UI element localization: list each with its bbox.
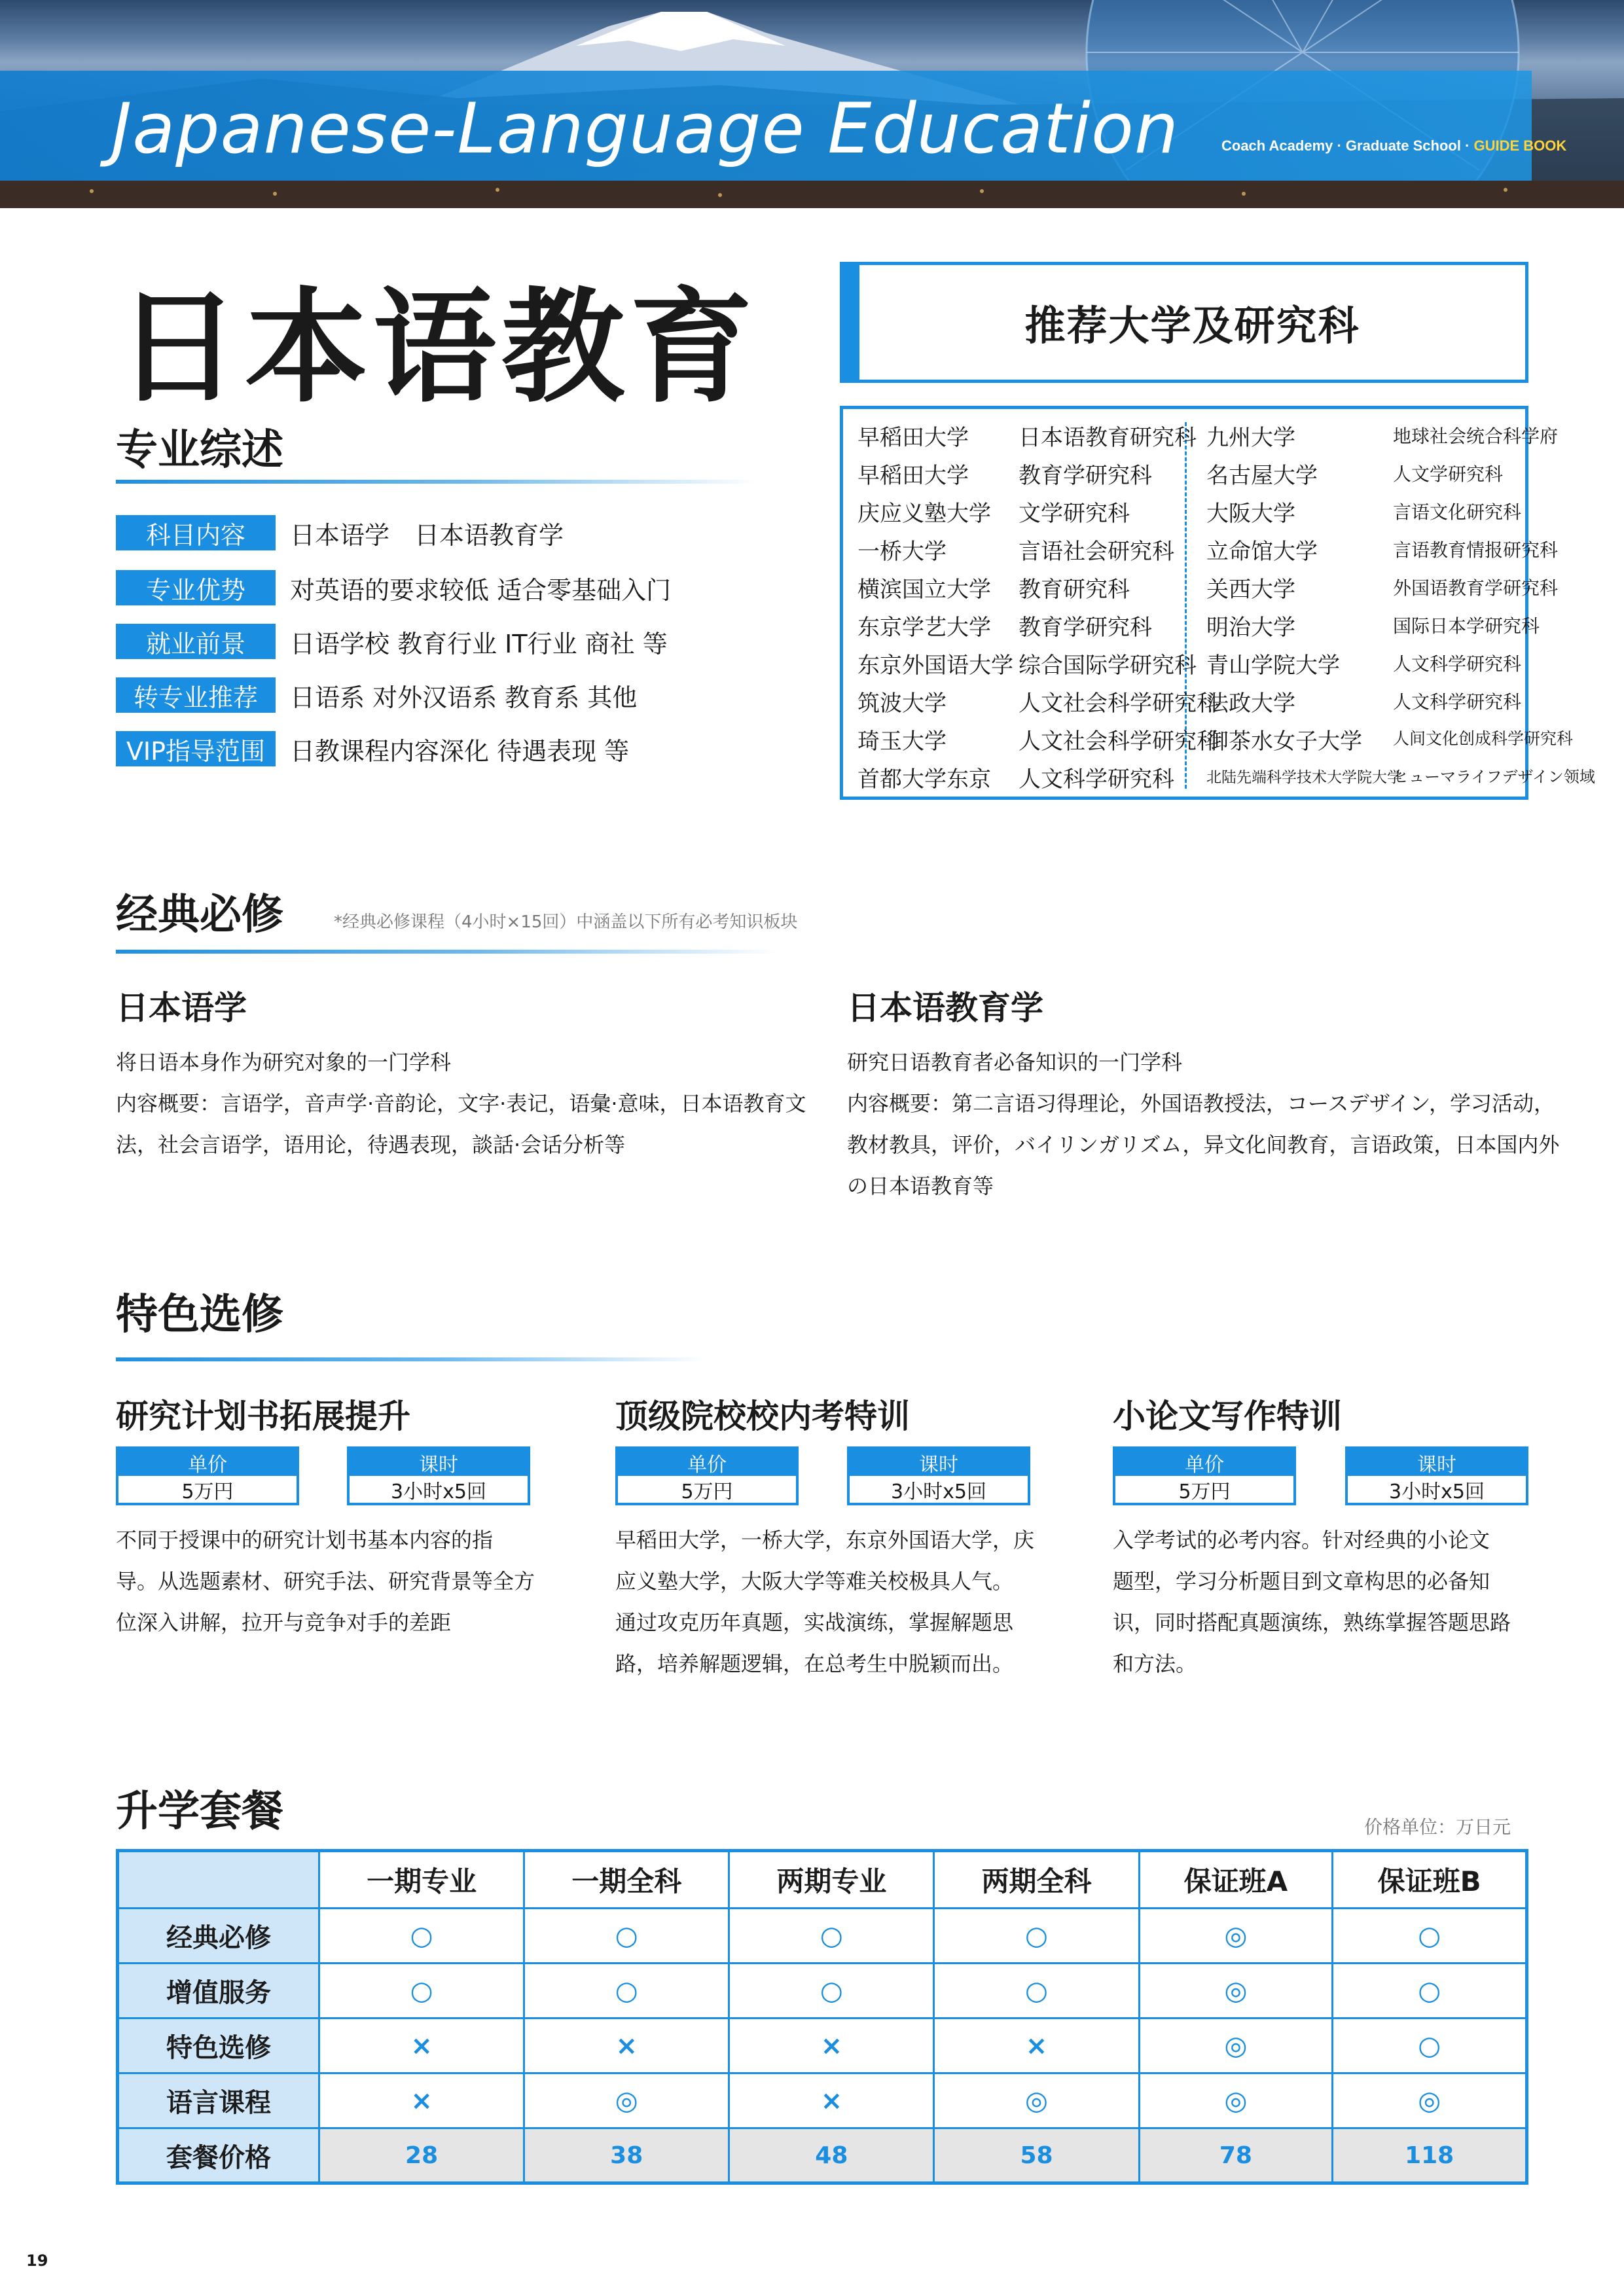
price-value: 5万円 xyxy=(1178,1480,1231,1503)
hours-value: 3小时x5回 xyxy=(391,1480,486,1503)
university-name: 早稻田大学 xyxy=(857,463,969,489)
desc-line: 研究日语教育者必备知识的一门学科 xyxy=(847,1050,1183,1075)
row-label: 经典必修 xyxy=(118,1909,319,1964)
graduate-school: 言语社会研究科 xyxy=(1019,539,1174,565)
table-corner xyxy=(118,1851,319,1909)
graduate-school: 人文社会科学研究科 xyxy=(1019,728,1219,755)
row-label: 语言课程 xyxy=(118,2073,319,2128)
university-name: 青山学院大学 xyxy=(1206,653,1340,679)
graduate-school: 言语教育情报研究科 xyxy=(1393,539,1559,561)
overview-tag: 转专业推荐 xyxy=(116,677,276,713)
price-box xyxy=(116,1446,299,1505)
table-cell: ○ xyxy=(1333,2018,1527,2073)
table-cell: ○ xyxy=(319,1909,524,1964)
overview-row xyxy=(116,677,637,713)
table-cell: × xyxy=(319,2073,524,2128)
graduate-school: 人文科学研究科 xyxy=(1393,653,1522,675)
graduate-school: 外国语教育学研究科 xyxy=(1393,577,1559,599)
table-header-row xyxy=(118,1851,1527,1909)
university-name: 九州大学 xyxy=(1206,425,1295,451)
overview-text: 对英语的要求较低 适合零基础入门 xyxy=(290,575,672,605)
graduate-school: 国际日本学研究科 xyxy=(1393,615,1540,637)
desc-line: 法，社会言语学，语用论，待遇表现，談話·会话分析等 xyxy=(116,1132,626,1157)
university-name: 东京外国语大学 xyxy=(857,653,1013,679)
hours-box xyxy=(347,1446,530,1505)
graduate-school: 人文科学研究科 xyxy=(1019,766,1174,793)
recommend-heading-box xyxy=(840,262,1528,383)
price-cell: 48 xyxy=(729,2128,934,2183)
desc-line: 内容概要：第二言语习得理论，外国语教授法，コースデザイン，学习活动， xyxy=(847,1091,1555,1116)
recommend-row xyxy=(843,683,1525,721)
desc-line: 位深入讲解，拉开与竞争对手的差距 xyxy=(116,1610,452,1635)
recommend-row xyxy=(843,645,1525,683)
price-box xyxy=(615,1446,799,1505)
desc-line: 识，同时搭配真题演练，熟练掌握答题思路 xyxy=(1113,1610,1511,1635)
recommend-row xyxy=(843,417,1559,455)
row-label: 增值服务 xyxy=(118,1964,319,2018)
overview-row xyxy=(116,515,564,550)
price-cell: 118 xyxy=(1333,2128,1527,2183)
table-cell: ◎ xyxy=(1333,2073,1527,2128)
graduate-school: 地球社会统合科学府 xyxy=(1393,425,1559,447)
hours-value: 3小时x5回 xyxy=(1389,1480,1485,1503)
hours-label: 课时 xyxy=(1348,1449,1526,1476)
recommend-row xyxy=(843,531,1559,569)
recommend-row xyxy=(843,455,1525,493)
table-cell: ○ xyxy=(319,1964,524,2018)
university-name: 御茶水女子大学 xyxy=(1206,728,1362,755)
package-table xyxy=(116,1849,1528,2185)
overview-text: 日本语学 日本语教育学 xyxy=(290,520,564,550)
hours-label: 课时 xyxy=(850,1449,1028,1476)
recommend-row xyxy=(843,493,1525,531)
recommend-heading: 推荐大学及研究科 xyxy=(1024,302,1360,350)
university-name: 名古屋大学 xyxy=(1206,463,1318,489)
overview-text: 日语系 对外汉语系 教育系 其他 xyxy=(290,683,638,712)
desc-line: 题型，学习分析题目到文章构思的必备知 xyxy=(1113,1569,1490,1594)
table-cell: ○ xyxy=(934,1909,1139,1964)
desc-line: 入学考试的必考内容。针对经典的小论文 xyxy=(1113,1528,1490,1552)
elective-title: 顶级院校校内考特训 xyxy=(615,1397,910,1435)
recommend-row xyxy=(843,721,1574,759)
table-cell: × xyxy=(934,2018,1139,2073)
guide-book-text: GUIDE BOOK xyxy=(1473,137,1567,154)
price-label: 单价 xyxy=(618,1449,796,1476)
university-name: 关西大学 xyxy=(1206,577,1295,603)
elective-desc xyxy=(1113,1520,1571,1685)
overview-tag: VIP指导范围 xyxy=(116,731,276,766)
elective-title: 研究计划书拓展提升 xyxy=(116,1397,410,1435)
elective-heading: 特色选修 xyxy=(116,1291,283,1339)
hours-label: 课时 xyxy=(350,1449,528,1476)
university-name: 琦玉大学 xyxy=(857,728,947,755)
elective-underline xyxy=(116,1357,705,1361)
university-name: 早稻田大学 xyxy=(857,425,969,451)
row-label: 套餐价格 xyxy=(118,2128,319,2183)
desc-line: 路，培养解题逻辑，在总考生中脱颖而出。 xyxy=(615,1651,1014,1676)
university-name: 横滨国立大学 xyxy=(857,577,991,603)
table-row xyxy=(118,2073,1527,2128)
price-value: 5万円 xyxy=(681,1480,733,1503)
overview-row xyxy=(116,624,668,659)
table-cell: × xyxy=(524,2018,729,2073)
table-row xyxy=(118,1964,1527,2018)
table-cell: ○ xyxy=(729,1909,934,1964)
column-header: 保证班B xyxy=(1333,1851,1527,1909)
header-banner xyxy=(0,0,1624,208)
table-cell: ◎ xyxy=(1139,2018,1333,2073)
desc-line: 内容概要：言语学，音声学·音韵论，文字·表记，语彙·意味，日本语教育文 xyxy=(116,1091,806,1116)
hours-value: 3小时x5回 xyxy=(891,1480,986,1503)
graduate-school: 教育学研究科 xyxy=(1019,615,1152,641)
classic-heading: 经典必修 xyxy=(116,891,283,939)
course-title-education: 日本语教育学 xyxy=(847,989,1043,1027)
table-cell: ◎ xyxy=(934,2073,1139,2128)
table-cell: ◎ xyxy=(524,2073,729,2128)
price-cell: 28 xyxy=(319,2128,524,2183)
university-name: 明治大学 xyxy=(1206,615,1295,641)
graduate-school: 日本语教育研究科 xyxy=(1019,425,1197,451)
desc-line: 教材教具，评价，バイリンガリズム，异文化间教育，言语政策，日本国内外 xyxy=(847,1132,1560,1157)
row-label: 特色选修 xyxy=(118,2018,319,2073)
recommend-row xyxy=(843,759,1595,797)
table-cell: ○ xyxy=(934,1964,1139,2018)
university-name: 首都大学东京 xyxy=(857,766,991,793)
graduate-school: ヒューマライフデザイン领域 xyxy=(1393,768,1595,786)
price-value: 5万円 xyxy=(181,1480,234,1503)
table-cell: ○ xyxy=(1333,1909,1527,1964)
graduate-school: 人文社会科学研究科 xyxy=(1019,691,1219,717)
desc-line: 早稻田大学，一桥大学，东京外国语大学，庆 xyxy=(615,1528,1035,1552)
table-cell: × xyxy=(319,2018,524,2073)
table-row xyxy=(118,2018,1527,2073)
column-header: 保证班A xyxy=(1139,1851,1333,1909)
hours-box xyxy=(1345,1446,1528,1505)
graduate-school: 文学研究科 xyxy=(1019,501,1130,527)
price-cell: 78 xyxy=(1139,2128,1333,2183)
overview-row xyxy=(116,731,629,766)
desc-line: 应义塾大学，大阪大学等难关校极具人气。 xyxy=(615,1569,1014,1594)
table-cell: ◎ xyxy=(1139,2073,1333,2128)
price-row xyxy=(118,2128,1527,2183)
table-cell: ○ xyxy=(1333,1964,1527,2018)
price-cell: 58 xyxy=(934,2128,1139,2183)
table-cell: × xyxy=(729,2073,934,2128)
table-cell: ◎ xyxy=(1139,1909,1333,1964)
classic-underline xyxy=(116,950,777,954)
price-cell: 38 xyxy=(524,2128,729,2183)
classic-note: *经典必修课程（4小时×15回）中涵盖以下所有必考知识板块 xyxy=(334,912,798,932)
guide-book-label xyxy=(1221,137,1566,154)
table-cell: × xyxy=(729,2018,934,2073)
university-name: 东京学艺大学 xyxy=(857,615,991,641)
recommend-row xyxy=(843,569,1559,607)
price-label: 单价 xyxy=(1115,1449,1293,1476)
overview-row xyxy=(116,570,671,605)
university-name: 立命馆大学 xyxy=(1206,539,1318,565)
guide-prefix: Coach Academy · Graduate School · xyxy=(1221,137,1474,154)
desc-line: の日本语教育等 xyxy=(847,1174,994,1198)
table-cell: ◎ xyxy=(1139,1964,1333,2018)
graduate-school: 教育研究科 xyxy=(1019,577,1130,603)
column-header: 两期全科 xyxy=(934,1851,1139,1909)
banner-title: Japanese-Language Education xyxy=(111,88,1180,169)
page-title: 日本语教育 xyxy=(117,276,758,420)
desc-line: 导。从选题素材、研究手法、研究背景等全方 xyxy=(116,1569,535,1594)
university-name: 法政大学 xyxy=(1206,691,1295,717)
package-heading: 升学套餐 xyxy=(116,1787,283,1836)
overview-text: 日教课程内容深化 待遇表现 等 xyxy=(290,736,630,766)
price-unit: 价格单位：万日元 xyxy=(1364,1816,1511,1838)
price-box xyxy=(1113,1446,1296,1505)
overview-heading: 专业综述 xyxy=(116,426,283,475)
university-name: 筑波大学 xyxy=(857,691,947,717)
desc-line: 不同于授课中的研究计划书基本内容的指 xyxy=(116,1528,494,1552)
table-cell: ○ xyxy=(524,1964,729,2018)
graduate-school: 综合国际学研究科 xyxy=(1019,653,1197,679)
table-cell: ○ xyxy=(729,1964,934,2018)
recommend-table xyxy=(840,406,1595,800)
elective-desc xyxy=(116,1520,574,1643)
course-desc-linguistics xyxy=(116,1042,836,1166)
overview-tag: 专业优势 xyxy=(116,570,276,605)
graduate-school: 人文科学研究科 xyxy=(1393,691,1522,713)
university-name: 北陆先端科学技术大学院大学 xyxy=(1206,769,1402,786)
graduate-school: 人文学研究科 xyxy=(1393,463,1504,485)
graduate-school: 教育学研究科 xyxy=(1019,463,1152,489)
graduate-school: 人间文化创成科学研究科 xyxy=(1393,729,1574,748)
course-desc-education xyxy=(847,1042,1567,1207)
column-header: 两期专业 xyxy=(729,1851,934,1909)
table-row xyxy=(118,1909,1527,1964)
desc-line: 通过攻克历年真题，实战演练，掌握解题思 xyxy=(615,1610,1014,1635)
overview-underline xyxy=(116,480,757,484)
course-title-linguistics: 日本语学 xyxy=(116,989,247,1027)
elective-title: 小论文写作特训 xyxy=(1113,1397,1342,1435)
hours-box xyxy=(847,1446,1030,1505)
page-number: 19 xyxy=(26,2251,48,2270)
university-name: 大阪大学 xyxy=(1206,501,1295,527)
recommend-row xyxy=(843,607,1540,645)
column-header: 一期专业 xyxy=(319,1851,524,1909)
graduate-school: 言语文化研究科 xyxy=(1393,501,1522,523)
university-name: 一桥大学 xyxy=(857,539,947,565)
table-cell: ○ xyxy=(524,1909,729,1964)
overview-text: 日语学校 教育行业 IT行业 商社 等 xyxy=(290,629,668,658)
overview-tag: 就业前景 xyxy=(116,624,276,659)
overview-tag: 科目内容 xyxy=(116,515,276,550)
price-label: 单价 xyxy=(118,1449,297,1476)
column-header: 一期全科 xyxy=(524,1851,729,1909)
university-name: 庆应义塾大学 xyxy=(857,501,991,527)
elective-desc xyxy=(615,1520,1074,1685)
desc-line: 和方法。 xyxy=(1113,1651,1197,1676)
desc-line: 将日语本身作为研究对象的一门学科 xyxy=(116,1050,452,1075)
